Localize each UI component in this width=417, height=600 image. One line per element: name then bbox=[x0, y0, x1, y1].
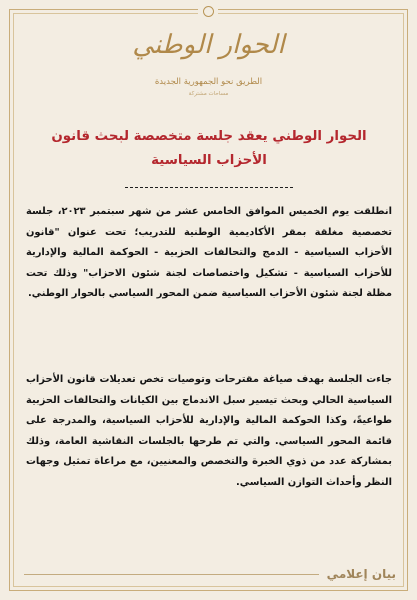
paragraph-1: انطلقت يوم الخميس الموافق الخامس عشر من شهر سبتمبر ٢٠٢٣، جلسة تخصصية مغلقة بمقر الأكاديمية الوطنية للتدريب؛ تحت عنوان "قانون الأحزاب السياسية - الدمج والتحالفات الحزبية - الحوكمة المالية والإدارية للأحزاب السياسية - تشكيل واختصاصات لجنة شئون الاحزاب" وذلك تحت مظلة لجنة شئون الأحزاب السياسية ضمن المحور السياسي بالحوار الوطني. bbox=[26, 206, 392, 299]
footer-label: بيان إعلامي bbox=[326, 567, 396, 581]
dashed-divider bbox=[125, 187, 293, 188]
national-dialogue-logo bbox=[110, 26, 307, 108]
top-ornament-icon bbox=[198, 3, 218, 19]
logo-tagline-small: مساحات مشتركة bbox=[188, 91, 229, 97]
headline: الحوار الوطني يعقد جلسة متخصصة لبحث قانون الأحزاب السياسية bbox=[51, 129, 367, 168]
footer-rule bbox=[24, 574, 319, 575]
logo-calligraphy: الحوار الوطني bbox=[132, 30, 285, 60]
footer bbox=[24, 563, 396, 585]
paragraph-2: جاءت الجلسة بهدف صياغة مقترحات وتوصيات تخص تعديلات قانون الأحزاب السياسية الحالي وبحث تيسير سبل الاندماج بين الكيانات والتحالفات الحزبية طواعيةً، وكذا الحوكمة المالية والإدارية للأحزاب السياسية، والمدرجة على قائمة المحور السياسي. والتي تم طرحها بالجلسات النقاشية العامة، وذلك بمشاركة عدد من ذوي الخبرة والتخصص والمعنيين، مع مراعاة تمثيل وجهات النظر وأحداث التوازن السياسي. bbox=[26, 374, 392, 488]
logo-tagline: الطريق نحو الجمهورية الجديدة bbox=[154, 77, 263, 87]
